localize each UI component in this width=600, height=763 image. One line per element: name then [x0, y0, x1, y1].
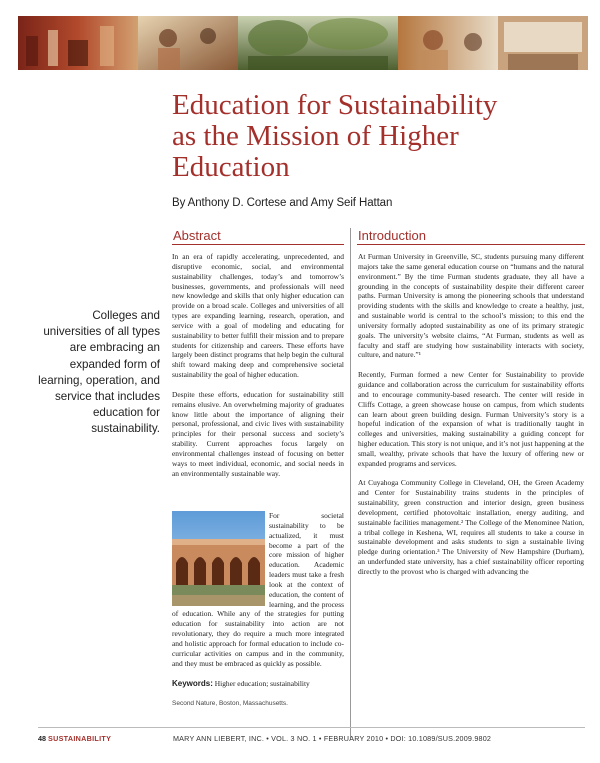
introduction-heading: Introduction — [358, 228, 426, 243]
article-authors: By Anthony D. Cortese and Amy Seif Hattan — [172, 197, 393, 209]
publication-meta: MARY ANN LIEBERT, INC. • VOL. 3 NO. 1 • FEBRUARY 2010 • DOI: 10.1089/SUS.2009.9802 — [173, 734, 492, 743]
introduction-column — [358, 252, 584, 587]
arched-colonnade-photo-icon — [172, 511, 265, 606]
abstract-paragraph-2: Despite these efforts, education for sustainability still remains elusive. An overwhelming majority of graduates know little about the importance of aligning their personal, professional, and civic lives with sustainability principles for their personal success and society’s stability. Current approaches focus largely on environmental challenges instead of focusing on better ways to meet individual, economic, and social needs in an environmentally sustainable way. — [172, 389, 344, 478]
title-line-2: as the Mission of Higher — [172, 120, 459, 152]
introduction-heading-rule — [357, 244, 585, 245]
header-photo-banner — [18, 16, 588, 70]
abstract-paragraph-1: In an era of rapidly accelerating, unprecedented, and disruptive economic, social, and environmental sustainability challenges, today’s and tomorrow’s businesses, governments, and professionals will need new knowledge and skills that only higher education can provide on a broad scale. Colleges and universities of all types are expanding learning, research, operation, and service with a goal of modeling and educating for sustainability to better fulfill their mission and to prepare students for citizenship and careers. These efforts have largely been distinct programs that help begin the cultural shift toward making deep and comprehensive societal sustainability the goal of higher education. — [172, 252, 344, 380]
abstract-wrapped-section — [172, 511, 344, 669]
abstract-heading-rule — [172, 244, 344, 245]
page-number: 48 — [38, 734, 46, 743]
colonnade-photo — [172, 511, 265, 606]
column-divider — [350, 228, 351, 738]
title-line-3: Education — [172, 151, 290, 183]
introduction-paragraph-3: At Cuyahoga Community College in Cleveland, OH, the Green Academy and Center for Sustainability trains students in the principles of sustainability, green construction and interior design, green business development, certified photovoltaic installation, energy auditing, and sustainable facilities management.² The College of the Menominee Nation, a tribal college in Keshena, WI, requires all students to take a course in sustainable development and asks students to sign a sustainable living pledge during orientation.³ The University of New Hampshire (Durham), an underfunded state university, has a chief sustainability officer reporting directly to the provost who is charged with advancing the — [358, 478, 584, 576]
page-footer — [38, 734, 588, 743]
footer-rule — [38, 727, 585, 728]
article-title — [172, 90, 582, 183]
abstract-paragraph-3: For societal sustainability to be actualized, it must become a part of the core mission of higher education. Academic leaders must take a fresh look at the context of education, the content of learning, and the process of education. While any of the strategies for putting education for sustainability into action are not revolutionary, they do require a much more integrated and holistic approach for formal education to include co-curricular activities on campus and in the community, and they must be embraced as quickly as possible. — [172, 511, 344, 668]
abstract-column — [172, 252, 344, 488]
title-line-1: Education for Sustainability — [172, 89, 498, 121]
introduction-paragraph-1: At Furman University in Greenville, SC, students pursuing many different majors take the same general education course on “humans and the natural environment.” By the time Furman students graduate, they all have a grounding in the concepts of sustainability despite their different career paths. Furman University is among the pioneering schools that understand providing students with the skills and knowledge to create a healthy, just, and sustainable world is central to the school’s mission; to this end the university formally adopted sustainability as one of its primary strategic goals. The university’s website claims, “At Furman, students as well as faculty and staff are studying how sustainability interacts with society, culture, and nature.”¹ — [358, 252, 584, 360]
abstract-heading: Abstract — [173, 228, 221, 243]
campus-photo-collage-icon — [18, 16, 588, 70]
keywords-label: Keywords: — [172, 679, 213, 688]
keywords-line — [172, 679, 344, 689]
keywords-value: Higher education; sustainability — [214, 679, 310, 688]
pull-quote: Colleges and universities of all types are embracing an expanded form of learning, operation, and service that includes education for sustainability. — [38, 309, 160, 436]
author-affiliation: Second Nature, Boston, Massachusetts. — [172, 700, 288, 707]
introduction-paragraph-2: Recently, Furman formed a new Center for Sustainability to provide guidance and collaboration across the curriculum for sustainability efforts and to encourage community-based research. The center will reside in Cliffs Cottage, a green showcase house on campus, from which students can learn about green building design. Furman University’s story is a hopeful indication of the expansion of what is traditionally taught in colleges and universities, making sustainability a guiding concept for higher education. This story is not unique, and it’s not just happening at the small, wealthy, private schools that have the luxury of offering new or expanded programs and services. — [358, 370, 584, 468]
journal-name: SUSTAINABILITY — [48, 734, 112, 743]
